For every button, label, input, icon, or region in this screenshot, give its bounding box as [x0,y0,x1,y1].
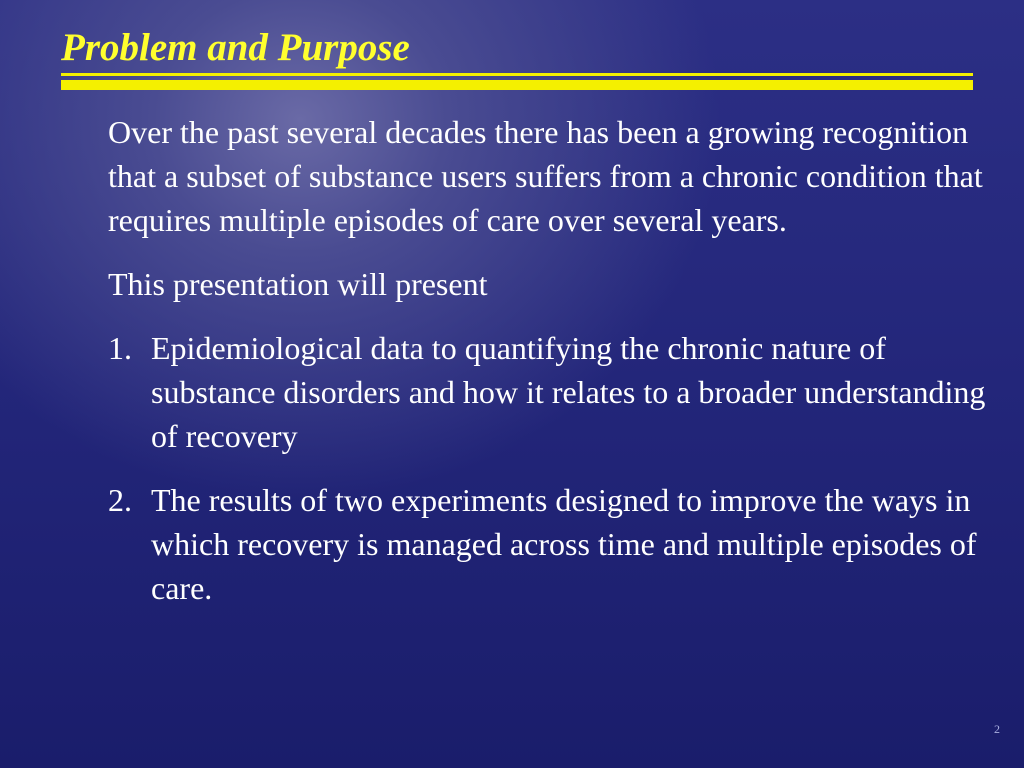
slide-body [108,110,988,630]
page-number: 2 [994,722,1000,736]
title-rule-thin [61,73,973,76]
title-rule-thick [61,80,973,90]
list-item [108,326,988,458]
intro-paragraph: Over the past several decades there has been a growing recognition that a subset of substance users suffers from a chronic condition that requires multiple episodes of care over several years. [108,114,983,238]
slide-title: Problem and Purpose [61,26,410,69]
list-item [108,478,988,610]
lead-in-paragraph: This presentation will present [108,266,488,302]
list-text: Epidemiological data to quantifying the chronic nature of substance disorders and how it relates to a broader understanding of recovery [151,330,986,454]
list-number: 2. [108,482,132,518]
list-text: The results of two experiments designed to improve the ways in which recovery is managed across time and multiple episodes of care. [151,482,977,606]
list-number: 1. [108,330,132,366]
